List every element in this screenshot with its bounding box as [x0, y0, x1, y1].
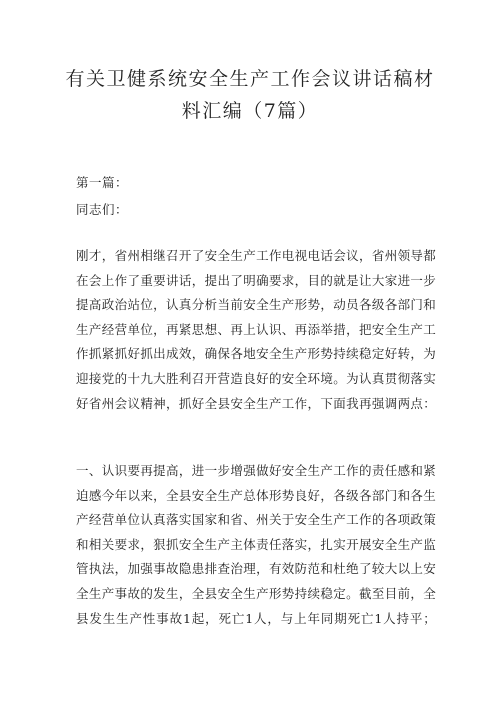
paragraph-1-line: 好省州会议精神，抓好全县安全生产工作，下面我再强调两点：	[76, 395, 436, 411]
paragraph-2-line: 一、认识要再提高，进一步增强做好安全生产工作的责任感和紧	[76, 463, 436, 478]
salutation: 同志们：	[76, 202, 129, 217]
paragraph-2	[76, 459, 436, 631]
paragraph-1-line: 作抓紧抓好抓出成效，确保各地安全生产形势持续稳定好转，为	[76, 346, 436, 362]
paragraph-2-line: 管执法，加强事故隐患排查治理，有效防范和杜绝了较大以上安	[76, 561, 436, 577]
document-title-line-1: 有关卫健系统安全生产工作会议讲话稿材	[65, 68, 435, 90]
paragraph-1-line: 生产经营单位，再紧思想、再上认识、再添举措，把安全生产工	[76, 321, 436, 337]
paragraph-1-line: 在会上作了重要讲话，提出了明确要求，目的就是让大家进一步	[76, 272, 436, 288]
paragraph-1-line: 提高政治站位，认真分析当前安全生产形势，动员各级各部门和	[76, 297, 436, 313]
paragraph-1-line: 迎接党的十九大胜利召开营造良好的安全环境。为认真贯彻落实	[76, 370, 436, 386]
paragraph-2-line: 产经营单位认真落实国家和省、州关于安全生产工作的各项政策	[76, 512, 436, 528]
paragraph-2-line: 和相关要求，狠抓安全生产主体责任落实，扎实开展安全生产监	[76, 536, 436, 552]
paragraph-2-line: 全生产事故的发生，全县安全生产形势持续稳定。截至目前，全	[76, 585, 436, 601]
paragraph-1-line: 刚才，省州相继召开了安全生产工作电视电话会议，省州领导都	[76, 248, 436, 263]
paragraph-2-line: 迫感今年以来，全县安全生产总体形势良好，各级各部门和各生	[76, 487, 436, 503]
section-label: 第一篇：	[76, 175, 129, 190]
paragraph-2-line: 县发生生产性事故1起，死亡1人，与上年同期死亡1人持平；	[76, 610, 436, 626]
document-title-line-2: 料汇编（7篇）	[181, 100, 319, 122]
paragraph-1	[76, 244, 436, 416]
